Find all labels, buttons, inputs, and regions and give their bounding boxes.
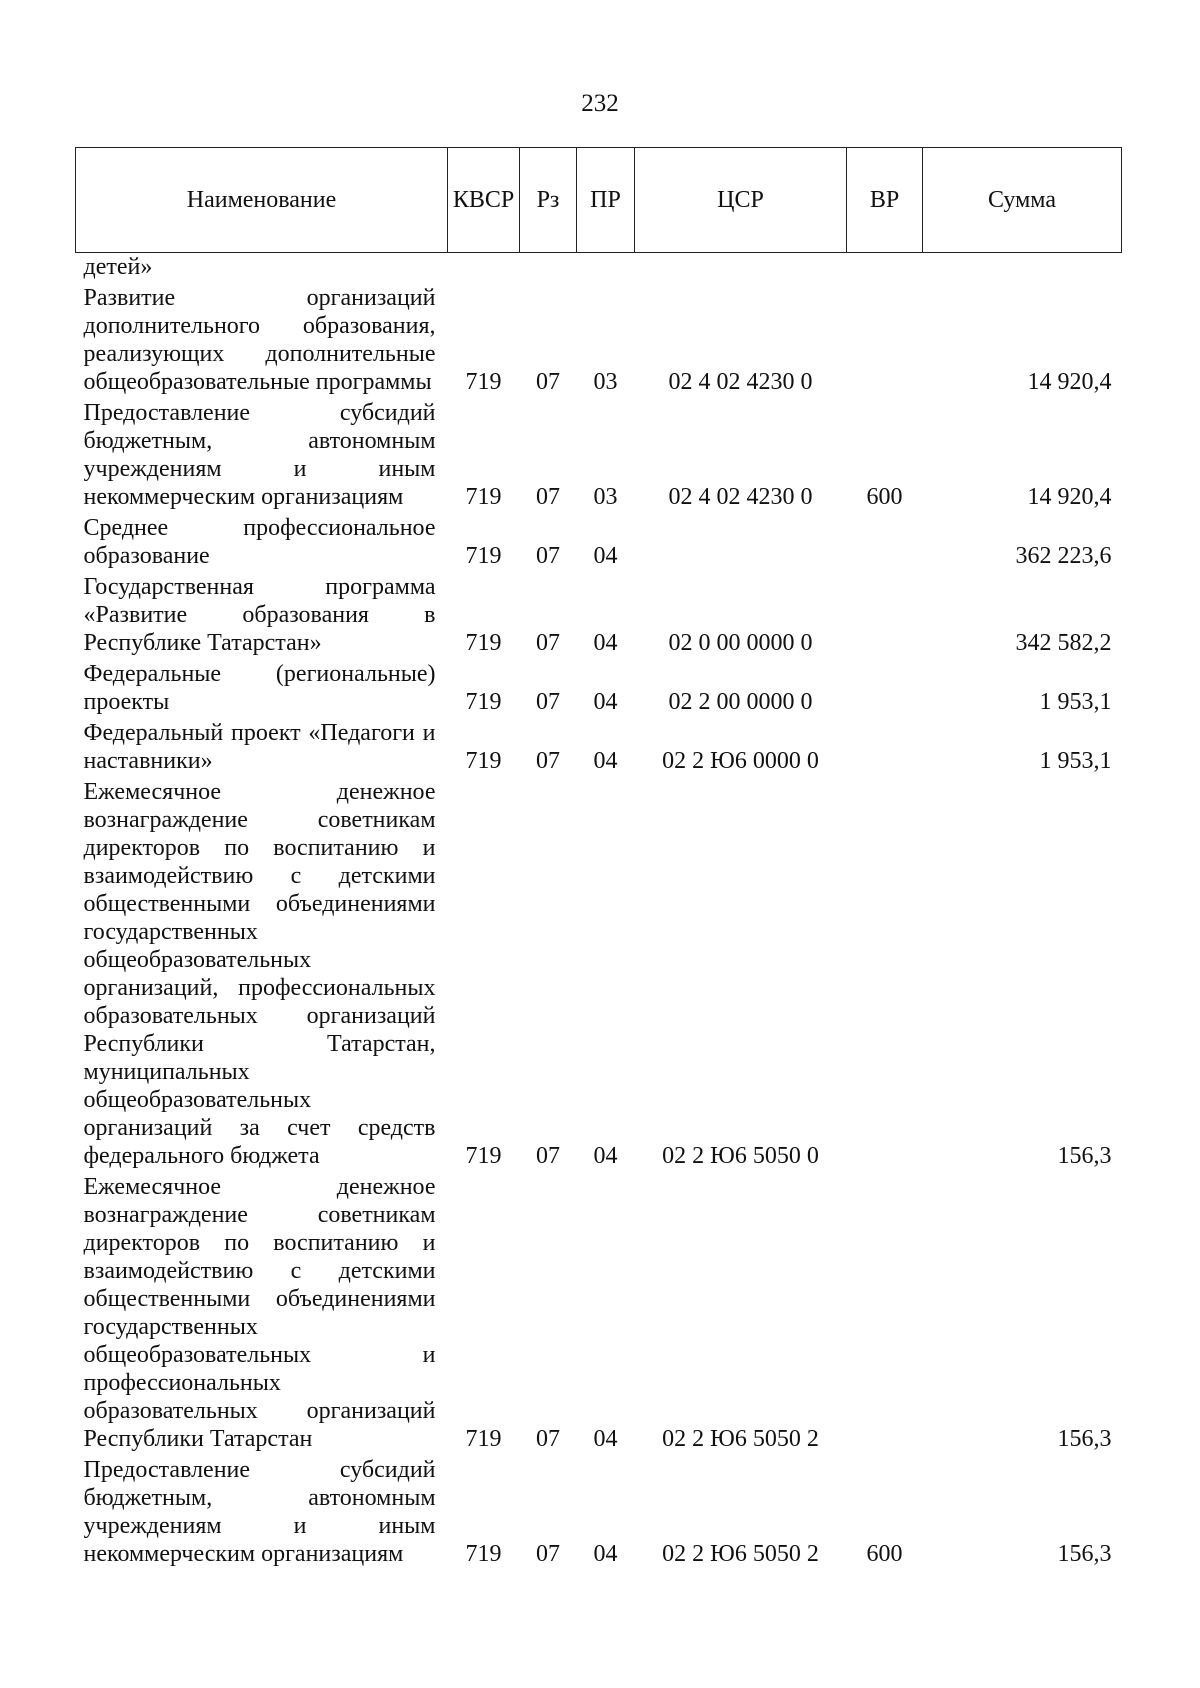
header-kvsr: КВСР bbox=[448, 148, 520, 253]
row-rz: 07 bbox=[536, 689, 560, 715]
row-csr: 02 2 Ю6 5050 2 bbox=[662, 1426, 819, 1452]
row-kvsr: 719 bbox=[465, 689, 502, 715]
row-csr: 02 2 Ю6 5050 0 bbox=[662, 1143, 819, 1169]
row-name: Предоставление субсидий бюджетным, автономным учреждениям и иным некоммерческим организациям bbox=[83, 1457, 436, 1567]
row-rz: 07 bbox=[536, 1541, 560, 1567]
row-csr: 02 4 02 4230 0 bbox=[668, 369, 813, 395]
row-rz: 07 bbox=[536, 543, 560, 569]
row-vr bbox=[847, 514, 923, 573]
row-sum: 1 953,1 bbox=[1039, 689, 1112, 715]
row-pr: 04 bbox=[593, 689, 618, 715]
row-rz: 07 bbox=[536, 484, 560, 510]
row-name: Федеральный проект «Педагоги и наставники» bbox=[83, 720, 436, 774]
row-name: Предоставление субсидий бюджетным, автономным учреждениям и иным некоммерческим организациям bbox=[83, 400, 436, 510]
row-sum: 362 223,6 bbox=[1015, 543, 1112, 569]
row-csr bbox=[635, 514, 847, 573]
row-vr bbox=[847, 660, 923, 719]
row-csr: 02 4 02 4230 0 bbox=[668, 484, 813, 510]
row-rz: 07 bbox=[536, 369, 560, 395]
row-vr bbox=[847, 1173, 923, 1456]
row-pr: 04 bbox=[593, 1143, 618, 1169]
row-sum: 156,3 bbox=[1057, 1541, 1112, 1567]
row-name: Государственная программа «Развитие образования в Республике Татарстан» bbox=[83, 574, 436, 656]
table-row bbox=[76, 778, 1122, 1173]
row-sum: 156,3 bbox=[1057, 1143, 1112, 1169]
row-sum: 1 953,1 bbox=[1039, 748, 1112, 774]
continuation-row bbox=[76, 253, 1122, 285]
row-kvsr: 719 bbox=[465, 543, 502, 569]
row-pr: 03 bbox=[593, 369, 618, 395]
table-row bbox=[76, 514, 1122, 573]
row-kvsr: 719 bbox=[465, 369, 502, 395]
row-rz: 07 bbox=[536, 1426, 560, 1452]
table-row bbox=[76, 573, 1122, 660]
row-rz: 07 bbox=[536, 630, 560, 656]
budget-table bbox=[75, 147, 1122, 1571]
table-header bbox=[76, 148, 1122, 253]
row-sum: 156,3 bbox=[1057, 1426, 1112, 1452]
continuation-text: детей» bbox=[83, 254, 153, 280]
header-name: Наименование bbox=[76, 148, 448, 253]
row-pr: 04 bbox=[593, 543, 618, 569]
row-kvsr: 719 bbox=[465, 748, 502, 774]
row-sum: 14 920,4 bbox=[1027, 484, 1112, 510]
row-pr: 04 bbox=[593, 630, 618, 656]
page-number: 232 bbox=[581, 90, 619, 117]
row-pr: 04 bbox=[593, 1426, 618, 1452]
row-name: Ежемесячное денежное вознаграждение советникам директоров по воспитанию и взаимодействию с детскими общественными объединениями государственных общеобразовательных и профессиональных образовательных организаций Республики Татарстан bbox=[83, 1174, 436, 1452]
row-pr: 04 bbox=[593, 748, 618, 774]
row-kvsr: 719 bbox=[465, 1541, 502, 1567]
row-csr: 02 0 00 0000 0 bbox=[668, 630, 813, 656]
row-vr bbox=[847, 284, 923, 399]
header-pr: ПР bbox=[577, 148, 635, 253]
row-vr: 600 bbox=[866, 484, 903, 510]
row-kvsr: 719 bbox=[465, 630, 502, 656]
header-sum: Сумма bbox=[923, 148, 1122, 253]
row-pr: 04 bbox=[593, 1541, 618, 1567]
table-row bbox=[76, 399, 1122, 514]
row-vr: 600 bbox=[866, 1541, 903, 1567]
row-kvsr: 719 bbox=[465, 484, 502, 510]
row-vr bbox=[847, 719, 923, 778]
header-csr: ЦСР bbox=[635, 148, 847, 253]
header-vr: ВР bbox=[847, 148, 923, 253]
row-csr: 02 2 Ю6 0000 0 bbox=[662, 748, 819, 774]
table-row bbox=[76, 1173, 1122, 1456]
row-kvsr: 719 bbox=[465, 1143, 502, 1169]
table-row bbox=[76, 1456, 1122, 1571]
table-row bbox=[76, 660, 1122, 719]
table-row bbox=[76, 284, 1122, 399]
row-name: Среднее профессиональное образование bbox=[83, 515, 436, 569]
row-csr: 02 2 Ю6 5050 2 bbox=[662, 1541, 819, 1567]
header-rz: Рз bbox=[520, 148, 577, 253]
row-vr bbox=[847, 573, 923, 660]
row-name: Федеральные (региональные) проекты bbox=[83, 661, 436, 715]
row-kvsr: 719 bbox=[465, 1426, 502, 1452]
row-rz: 07 bbox=[536, 748, 560, 774]
row-pr: 03 bbox=[593, 484, 618, 510]
row-sum: 14 920,4 bbox=[1027, 369, 1112, 395]
row-csr: 02 2 00 0000 0 bbox=[668, 689, 813, 715]
row-name: Ежемесячное денежное вознаграждение советникам директоров по воспитанию и взаимодействию с детскими общественными объединениями государственных общеобразовательных организаций, профессиональных образовательных организаций Республики Татарстан, муниципальных общеобразовательных организаций за счет средств федерального бюджета bbox=[83, 779, 436, 1169]
row-rz: 07 bbox=[536, 1143, 560, 1169]
table-row bbox=[76, 719, 1122, 778]
row-vr bbox=[847, 778, 923, 1173]
row-sum: 342 582,2 bbox=[1015, 630, 1112, 656]
row-name: Развитие организаций дополнительного образования, реализующих дополнительные общеобразовательные программы bbox=[83, 285, 436, 395]
